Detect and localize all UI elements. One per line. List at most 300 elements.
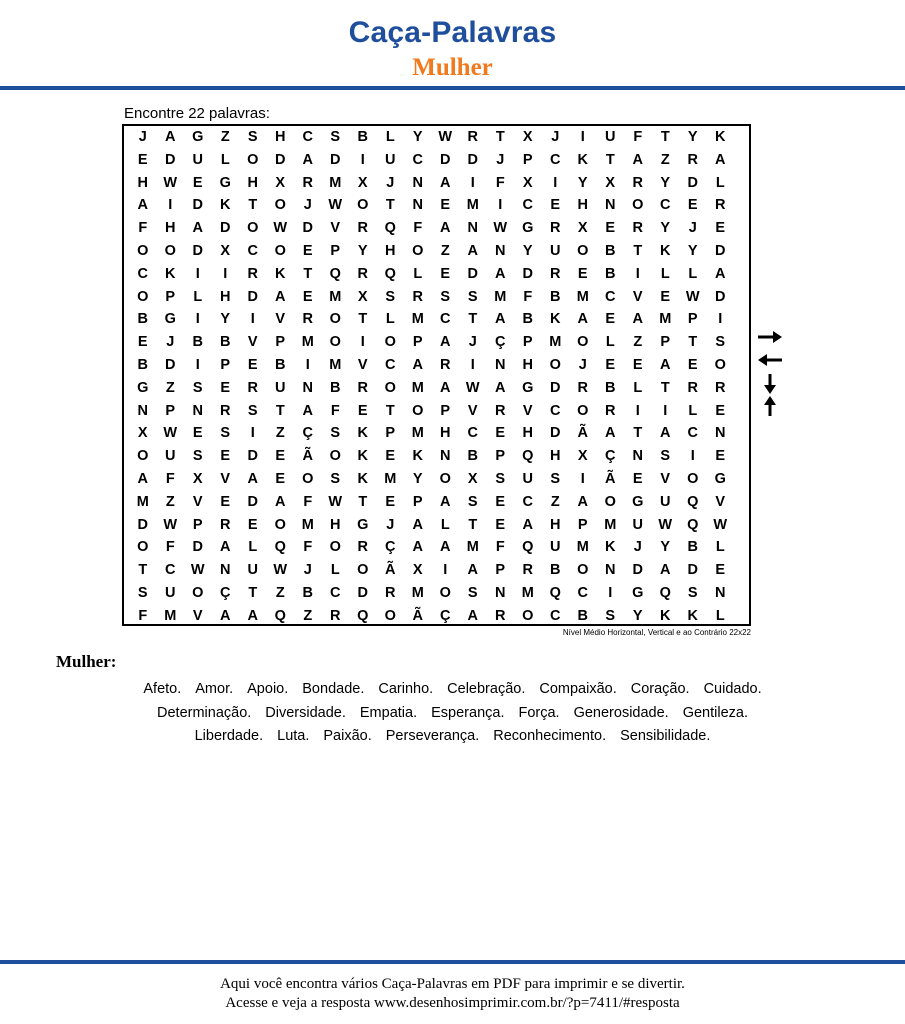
grid-cell: N <box>605 562 616 579</box>
grid-cell: A <box>220 539 231 556</box>
grid-cell: A <box>440 334 451 351</box>
grid-cell: R <box>247 265 258 282</box>
grid-cell: Y <box>660 539 671 556</box>
grid-cell: L <box>688 265 698 282</box>
puzzle-instruction: Encontre 22 palavras: <box>124 105 270 122</box>
grid-cell: V <box>467 402 478 419</box>
grid-cell: M <box>411 379 424 396</box>
grid-cell: R <box>330 607 341 624</box>
grid-cell: P <box>165 402 176 419</box>
grid-cell: U <box>550 539 561 556</box>
grid-cell: N <box>495 357 506 373</box>
grid-cell: A <box>522 516 533 533</box>
grid-cell: R <box>687 379 698 396</box>
grid-cell: L <box>330 562 340 579</box>
grid-cell: Ã <box>302 448 313 465</box>
grid-cell: N <box>495 585 506 601</box>
grid-cell: Y <box>660 220 671 237</box>
grid-cell: S <box>330 129 341 145</box>
grid-cell: A <box>302 402 313 419</box>
grid-cell: C <box>522 197 533 214</box>
grid-cell: R <box>357 539 368 556</box>
grid-cell: T <box>660 379 670 396</box>
grid-cell: E <box>385 448 396 465</box>
word-list-item: Determinação. <box>157 704 252 721</box>
arrow-left-icon <box>757 351 783 369</box>
grid-cell: D <box>467 265 478 282</box>
grid-cell: D <box>192 197 203 214</box>
grid-cell: S <box>715 334 726 351</box>
grid-cell: O <box>164 243 176 259</box>
grid-cell: C <box>550 151 561 168</box>
grid-cell: K <box>687 607 698 624</box>
word-list-item: Reconhecimento. <box>493 728 607 744</box>
grid-cell: N <box>632 448 643 465</box>
grid-cell: K <box>357 425 368 442</box>
grid-cell: O <box>192 585 204 601</box>
grid-cell: B <box>467 448 478 465</box>
grid-cell: M <box>659 311 672 328</box>
grid-cell: E <box>632 357 643 373</box>
grid-cell: F <box>495 174 505 191</box>
grid-cell: G <box>137 379 149 396</box>
grid-cell: H <box>165 220 176 237</box>
grid-cell: O <box>274 197 286 214</box>
grid-cell: M <box>301 334 314 351</box>
grid-cell: O <box>357 197 369 214</box>
grid-cell: A <box>467 562 478 579</box>
grid-cell: V <box>715 493 726 510</box>
word-list-item: Esperança. <box>431 704 505 721</box>
grid-cell: H <box>385 243 396 259</box>
grid-cell: A <box>495 265 506 282</box>
grid-cell: R <box>715 379 726 396</box>
grid-cell: A <box>440 539 451 556</box>
grid-cell: Q <box>384 265 396 282</box>
grid-cell: W <box>190 562 205 579</box>
grid-cell: Ç <box>220 585 231 601</box>
grid-cell: T <box>275 402 285 419</box>
grid-cell: U <box>605 129 616 145</box>
grid-cell: P <box>522 334 533 351</box>
grid-cell: B <box>302 585 313 601</box>
grid-cell: D <box>467 151 478 168</box>
grid-cell: H <box>275 129 286 145</box>
grid-cell: O <box>577 243 589 259</box>
grid-cell: X <box>605 174 616 191</box>
grid-cell: A <box>412 357 423 373</box>
word-list-item: Luta. <box>277 728 310 744</box>
grid-cell: B <box>357 129 368 145</box>
grid-cell: T <box>358 311 368 328</box>
grid-cell: O <box>549 357 561 373</box>
grid-cell: N <box>412 174 423 191</box>
grid-cell: O <box>247 151 259 168</box>
grid-cell: G <box>192 129 204 145</box>
grid-cell: V <box>632 288 643 305</box>
grid-cell: Q <box>274 539 286 556</box>
grid-cell: R <box>495 607 506 624</box>
grid-cell: S <box>247 402 258 419</box>
grid-cell: C <box>137 265 148 282</box>
grid-cell: N <box>440 448 451 465</box>
grid-cell: K <box>357 448 368 465</box>
grid-cell: R <box>715 197 726 214</box>
grid-cell: X <box>192 471 203 487</box>
grid-cell: Y <box>632 607 643 624</box>
grid-cell: W <box>328 197 343 214</box>
grid-cell: P <box>275 334 286 351</box>
grid-cell: E <box>715 448 726 465</box>
grid-cell: Q <box>659 585 671 601</box>
grid-cell: A <box>467 243 478 259</box>
word-list-item: Bondade. <box>302 681 365 697</box>
grid-cell: V <box>357 357 368 373</box>
grid-cell: C <box>165 562 176 579</box>
grid-cell: D <box>715 288 726 305</box>
grid-cell: T <box>358 493 368 510</box>
grid-cell: P <box>412 334 423 351</box>
grid-cell: E <box>302 288 313 305</box>
grid-cell: U <box>660 493 671 510</box>
grid-cell: A <box>247 471 258 487</box>
grid-cell: I <box>250 311 255 328</box>
grid-cell: Y <box>522 243 533 259</box>
grid-cell: Z <box>440 243 450 259</box>
grid-cell: A <box>715 151 726 168</box>
grid-cell: M <box>576 288 589 305</box>
arrow-right-icon <box>757 328 783 346</box>
grid-cell: N <box>192 402 203 419</box>
grid-cell: C <box>550 402 561 419</box>
grid-cell: Q <box>549 585 561 601</box>
grid-cell: O <box>412 402 424 419</box>
grid-cell: W <box>493 220 508 237</box>
word-list-item: Perseverança. <box>385 728 480 744</box>
grid-cell: W <box>438 129 453 145</box>
word-list-title: Mulher: <box>56 652 117 671</box>
word-list-item: Sensibilidade. <box>620 728 711 744</box>
grid-cell: I <box>498 197 503 214</box>
grid-cell: U <box>165 585 176 601</box>
grid-cell: L <box>715 607 725 624</box>
grid-cell: Q <box>357 607 369 624</box>
grid-cell: J <box>303 562 312 579</box>
word-list-item: Empatia. <box>359 704 418 721</box>
word-list-item: Celebração. <box>447 681 526 697</box>
grid-cell: U <box>192 151 203 168</box>
grid-cell: B <box>550 288 561 305</box>
grid-cell: Ã <box>385 562 396 579</box>
grid-cell: K <box>275 265 286 282</box>
grid-cell: V <box>192 607 203 624</box>
grid-cell: I <box>195 311 200 328</box>
grid-cell: D <box>192 539 203 556</box>
grid-cell: L <box>440 516 450 533</box>
grid-cell: E <box>220 379 231 396</box>
word-search-grid <box>122 124 751 626</box>
word-list-item: Generosidade. <box>573 704 669 721</box>
grid-cell: P <box>220 357 231 373</box>
grid-cell: E <box>192 174 203 191</box>
grid-cell: O <box>632 197 644 214</box>
grid-cell: P <box>412 493 423 510</box>
grid-cell: E <box>715 562 726 579</box>
grid-cell: E <box>275 471 286 487</box>
grid-cell: E <box>440 265 451 282</box>
grid-cell: Y <box>412 129 423 145</box>
grid-cell: P <box>165 288 176 305</box>
grid-cell: D <box>687 174 698 191</box>
grid-cell: O <box>714 357 726 373</box>
grid-cell: K <box>220 197 231 214</box>
grid-cell: L <box>385 129 395 145</box>
grid-cell: X <box>220 243 231 259</box>
grid-cell: B <box>605 243 616 259</box>
grid-cell: W <box>273 220 288 237</box>
grid-cell: S <box>605 607 616 624</box>
grid-cell: Ç <box>440 607 451 624</box>
grid-cell: Q <box>384 220 396 237</box>
grid-cell: C <box>247 243 258 259</box>
grid-cell: S <box>550 471 561 487</box>
grid-cell: O <box>137 539 149 556</box>
grid-cell: E <box>220 493 231 510</box>
grid-cell: A <box>137 197 148 214</box>
grid-cell: C <box>440 311 451 328</box>
grid-cell: C <box>605 288 616 305</box>
grid-cell: G <box>522 220 534 237</box>
grid-cell: J <box>633 539 642 556</box>
grid-cell: F <box>303 493 313 510</box>
grid-cell: J <box>386 516 395 533</box>
grid-cell: D <box>440 151 451 168</box>
grid-cell: D <box>357 585 368 601</box>
word-list-item: Compaixão. <box>539 681 617 697</box>
grid-cell: I <box>195 265 200 282</box>
grid-cell: F <box>165 471 175 487</box>
grid-cell: D <box>522 265 533 282</box>
grid-cell: L <box>688 402 698 419</box>
word-list-item: Diversidade. <box>265 704 346 721</box>
grid-cell: N <box>137 402 148 419</box>
grid-cell: Z <box>275 425 285 442</box>
grid-cell: O <box>384 379 396 396</box>
grid-cell: O <box>329 448 341 465</box>
grid-cell: M <box>466 197 479 214</box>
grid-cell: X <box>137 425 148 442</box>
grid-cell: C <box>302 129 313 145</box>
grid-cell: J <box>551 129 560 145</box>
grid-cell: R <box>302 311 313 328</box>
grid-cell: E <box>495 425 506 442</box>
grid-cell: E <box>385 493 396 510</box>
grid-cell: Z <box>550 493 560 510</box>
grid-cell: A <box>632 311 643 328</box>
grid-cell: C <box>330 585 341 601</box>
grid-cell: R <box>632 174 643 191</box>
grid-cell: R <box>522 562 533 579</box>
grid-cell: R <box>357 220 368 237</box>
grid-cell: X <box>357 174 368 191</box>
grid-cell: S <box>467 288 478 305</box>
grid-cell: T <box>633 243 643 259</box>
grid-cell: C <box>522 493 533 510</box>
grid-cell: D <box>165 357 176 373</box>
word-list-item: Amor. <box>195 681 234 697</box>
grid-cell: U <box>522 471 533 487</box>
grid-cell: Ã <box>577 425 588 442</box>
grid-cell: N <box>467 220 478 237</box>
grid-cell: P <box>687 311 698 328</box>
grid-cell: T <box>385 197 395 214</box>
grid-cell: B <box>550 562 561 579</box>
grid-cell: O <box>329 539 341 556</box>
grid-cell: H <box>137 174 148 191</box>
grid-cell: M <box>136 493 149 510</box>
grid-cell: I <box>305 357 310 373</box>
grid-cell: S <box>330 471 341 487</box>
grid-cell: E <box>605 311 616 328</box>
grid-cell: P <box>385 425 396 442</box>
grid-cell: Q <box>274 607 286 624</box>
grid-cell: B <box>275 357 286 373</box>
grid-cell: R <box>302 174 313 191</box>
grid-cell: O <box>137 243 149 259</box>
grid-cell: I <box>443 562 448 579</box>
grid-cell: A <box>192 220 203 237</box>
grid-cell: O <box>274 243 286 259</box>
grid-cell: L <box>248 539 258 556</box>
grid-cell: T <box>660 129 670 145</box>
grid-cell: Y <box>357 243 368 259</box>
grid-cell: F <box>413 220 423 237</box>
grid-cell: E <box>550 197 561 214</box>
grid-cell: E <box>660 288 671 305</box>
grid-cell: O <box>384 334 396 351</box>
grid-cell: L <box>220 151 230 168</box>
grid-cell: T <box>605 151 615 168</box>
grid-cell: Q <box>522 448 534 465</box>
grid-cell: X <box>577 220 588 237</box>
grid-cell: H <box>330 516 341 533</box>
footer <box>0 975 905 1013</box>
grid-cell: P <box>440 402 451 419</box>
grid-cell: Z <box>633 334 643 351</box>
grid-cell: J <box>496 151 505 168</box>
page-title: Caça-Palavras <box>348 16 557 49</box>
grid-cell: H <box>550 516 561 533</box>
grid-cell: I <box>635 402 640 419</box>
grid-cell: I <box>553 174 558 191</box>
grid-cell: R <box>550 265 561 282</box>
grid-cell: E <box>687 197 698 214</box>
grid-cell: D <box>550 425 561 442</box>
word-list <box>40 678 865 749</box>
grid-cell: T <box>248 585 258 601</box>
grid-cell: A <box>660 562 671 579</box>
grid-cell: U <box>247 562 258 579</box>
grid-cell: W <box>163 174 178 191</box>
grid-cell: L <box>385 311 395 328</box>
grid-cell: H <box>220 288 231 305</box>
grid-cell: G <box>632 493 644 510</box>
grid-cell: O <box>329 311 341 328</box>
grid-cell: B <box>605 265 616 282</box>
word-list-item: Paixão. <box>323 728 372 744</box>
page-subtitle: Mulher <box>412 54 493 81</box>
grid-cell: F <box>138 607 148 624</box>
grid-cell: I <box>580 471 585 487</box>
grid-cell: E <box>605 220 616 237</box>
grid-cell: S <box>687 585 698 601</box>
grid-cell: L <box>413 265 423 282</box>
grid-cell: R <box>220 516 231 533</box>
grid-cell: N <box>495 243 506 259</box>
grid-cell: K <box>412 448 423 465</box>
grid-cell: D <box>220 220 231 237</box>
footer-line-2: Acesse e veja a resposta www.desenhosimprimir.com.br/?p=7411/#resposta <box>225 995 680 1011</box>
grid-cell: W <box>163 425 178 442</box>
grid-cell: V <box>247 334 258 351</box>
grid-cell: L <box>633 379 643 396</box>
grid-cell: I <box>470 357 475 373</box>
grid-cell: A <box>165 129 176 145</box>
grid-cell: Q <box>329 265 341 282</box>
grid-cell: W <box>465 379 480 396</box>
grid-cell: L <box>715 539 725 556</box>
grid-cell: S <box>660 448 671 465</box>
grid-cell: M <box>411 585 424 601</box>
grid-cell: T <box>468 516 478 533</box>
grid-cell: L <box>605 334 615 351</box>
grid-cell: S <box>137 585 148 601</box>
grid-cell: F <box>138 220 148 237</box>
grid-cell: S <box>192 379 203 396</box>
grid-cell: E <box>715 220 726 237</box>
grid-cell: K <box>605 539 616 556</box>
grid-cell: O <box>439 585 451 601</box>
grid-cell: W <box>163 516 178 533</box>
grid-cell: A <box>577 493 588 510</box>
grid-cell: D <box>247 288 258 305</box>
grid-cell: Z <box>220 129 230 145</box>
grid-cell: R <box>687 151 698 168</box>
grid-cell: W <box>685 288 700 305</box>
grid-cell: H <box>550 448 561 465</box>
grid-cell: Y <box>687 129 698 145</box>
grid-cell: E <box>137 151 148 168</box>
grid-cell: N <box>412 197 423 214</box>
grid-cell: B <box>137 357 148 373</box>
grid-cell: I <box>360 151 365 168</box>
grid-cell: M <box>411 425 424 442</box>
grid-cell: K <box>660 243 671 259</box>
grid-cell: E <box>247 357 258 373</box>
grid-cell: Ç <box>605 448 616 465</box>
grid-cell: A <box>660 357 671 373</box>
grid-cell: B <box>577 607 588 624</box>
grid-cell: C <box>550 607 561 624</box>
grid-cell: A <box>715 265 726 282</box>
grid-cell: R <box>247 379 258 396</box>
grid-cell: E <box>302 243 313 259</box>
grid-cell: D <box>275 151 286 168</box>
grid-cell: A <box>412 516 423 533</box>
grid-cell: M <box>411 311 424 328</box>
difficulty-level: Nível Médio Horizontal, Vertical e ao Contrário 22x22 <box>562 628 751 637</box>
grid-cell: O <box>577 402 589 419</box>
